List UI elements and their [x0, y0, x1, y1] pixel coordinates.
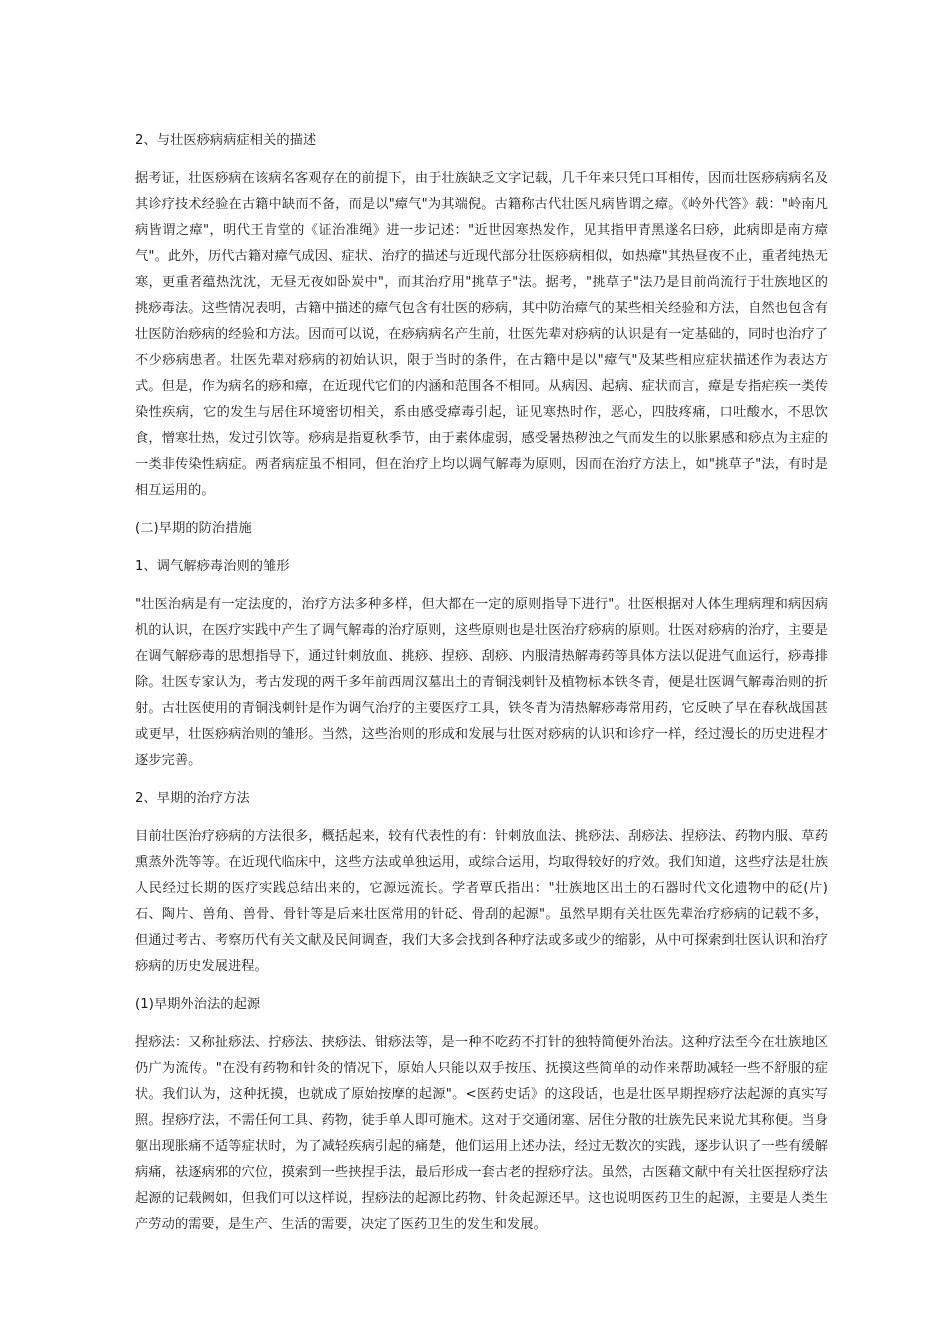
subsection-heading-early-methods: 2、早期的治疗方法	[135, 791, 250, 806]
paragraph-treatment-principle: "壮医治病是有一定法度的，治疗方法多种多样，但大都在一定的原则指导下进行"。壮医根据对人体生理病理和病因病机的认识，在医疗实践中产生了调气解毒的治疗原则，这些原则也是壮医治疗痧病的原则。壮医对痧病的治疗，主要是在调气解痧毒的思想指导下，通过针刺放血、挑痧、捏痧、刮痧、内服清热解毒药等具体方法以促进气血运行，痧毒排除。壮医专家认为，考古发现的两千多年前西周汉墓出土的青铜浅刺针及植物标本铁冬青，便是壮医调气解毒治则的折射。古壮医使用的青铜浅刺针是作为调气治疗的主要医疗工具，铁冬青为清热解痧毒常用药，它反映了早在春秋战国甚或更早，壮医痧病治则的雏形。当然，这些治则的形成和发展与壮医对痧病的认识和诊疗一样，经过漫长的历史进程才逐步完善。	[135, 597, 828, 768]
paragraph-zhang-qi: 据考证，壮医痧病在该病名客观存在的前提下，由于壮族缺乏文字记载，几千年来只凭口耳相传，因而壮医痧病病名及其诊疗技术经验在古籍中缺而不备，而是以"瘴气"为其端倪。古籍称古代壮医凡病皆谓之瘴。《岭外代答》载："岭南凡病皆谓之瘴"，明代王肯堂的《证治准绳》进一步记述："近世因寒热发作，见其指甲青黑遂名曰痧，此病即是南方瘴气"。此外，历代古籍对瘴气成因、症状、治疗的描述与近现代部分壮医痧病相似，如热瘴"其热昼夜不止，重者纯热无寒，更重者蕴热沈沈，无昼无夜如卧炭中"，而其治疗用"挑草子"法。据考，"挑草子"法乃是目前尚流行于壮族地区的挑痧毒法。这些情况表明，古籍中描述的瘴气包含有壮医的痧病，其中防治瘴气的某些相关经验和方法，自然也包含有壮医防治痧病的经验和方法。因而可以说，在痧病病名产生前，壮医先辈对痧病的认识是有一定基础的，同时也治疗了不少痧病患者。壮医先辈对痧病的初始认识，限于当时的条件，在古籍中是以"瘴气"及某些相应症状描述作为表达方式。但是，作为病名的痧和瘴，在近现代它们的内涵和范围各不相同。从病因、起病、症状而言，瘴是专指疟疾一类传染性疾病，它的发生与居住环境密切相关，系由感受瘴毒引起，证见寒热时作，恶心，四肢疼痛，口吐酸水，不思饮食，憎寒壮热，发过引饮等。痧病是指夏秋季节，由于素体虚弱，感受暑热秽浊之气而发生的以胀累感和痧点为主症的一类非传染性病症。两者病症虽不相同，但在治疗上均以调气解毒为原则，因而在治疗方法上，如"挑草子"法，有时是相互运用的。	[135, 171, 828, 498]
subsection-heading-external-therapy-origin: (1)早期外治法的起源	[135, 997, 261, 1012]
paragraph-early-methods: 目前壮医治疗痧病的方法很多，概括起来，较有代表性的有：针刺放血法、挑痧法、刮痧法、捏痧法、药物内服、草药熏蒸外洗等等。在近现代临床中，这些方法或单独运用，或综合运用，均取得较好的疗效。我们知道，这些疗法是壮族人民经过长期的医疗实践总结出来的，它源远流长。学者覃氏指出："壮族地区出土的石器时代文化遗物中的砭(片)石、陶片、兽角、兽骨、骨针等是后来壮医常用的针砭、骨刮的起源"。虽然早期有关壮医先辈治疗痧病的记载不多，但通过考古、考察历代有关文献及民间调查，我们大多会找到各种疗法或多或少的缩影，从中可探索到壮医认识和治疗痧病的历史发展进程。	[135, 829, 828, 974]
paragraph-pinching-therapy: 捏痧法：又称扯痧法、拧痧法、挟痧法、钳痧法等，是一种不吃药不打针的独特简便外治法。这种疗法至今在壮族地区仍广为流传。"在没有药物和针灸的情况下，原始人只能以双手按压、抚摸这些简单的动作来帮助减轻一些不舒服的症状。我们认为，这种抚摸，也就成了原始按摩的起源"。<医药史话》的这段话，也是壮医早期捏痧疗法起源的真实写照。捏痧疗法，不需任何工具、药物，徒手单人即可施术。这对于交通闭塞、居住分散的壮族先民来说尤其称便。当身躯出现胀痛不适等症状时，为了减轻疾病引起的痛楚，他们运用上述办法，经过无数次的实践，逐步认识了一些有缓解病痛，祛逐病邪的穴位，摸索到一些挟捏手法，最后形成一套古老的捏痧疗法。虽然，古医藉文献中有关壮医捏痧疗法起源的记载阙如，但我们可以这样说，捏痧法的起源比药物、针灸起源还早。这也说明医药卫生的起源，主要是人类生产劳动的需要，是生产、生活的需要，决定了医药卫生的发生和发展。	[135, 1035, 828, 1232]
subsection-heading-treatment-principle: 1、调气解痧毒治则的雏形	[135, 559, 290, 574]
section-heading-description: 2、与壮医痧病病症相关的描述	[135, 133, 317, 148]
section-heading-early-prevention: (二)早期的防治措施	[135, 521, 252, 536]
